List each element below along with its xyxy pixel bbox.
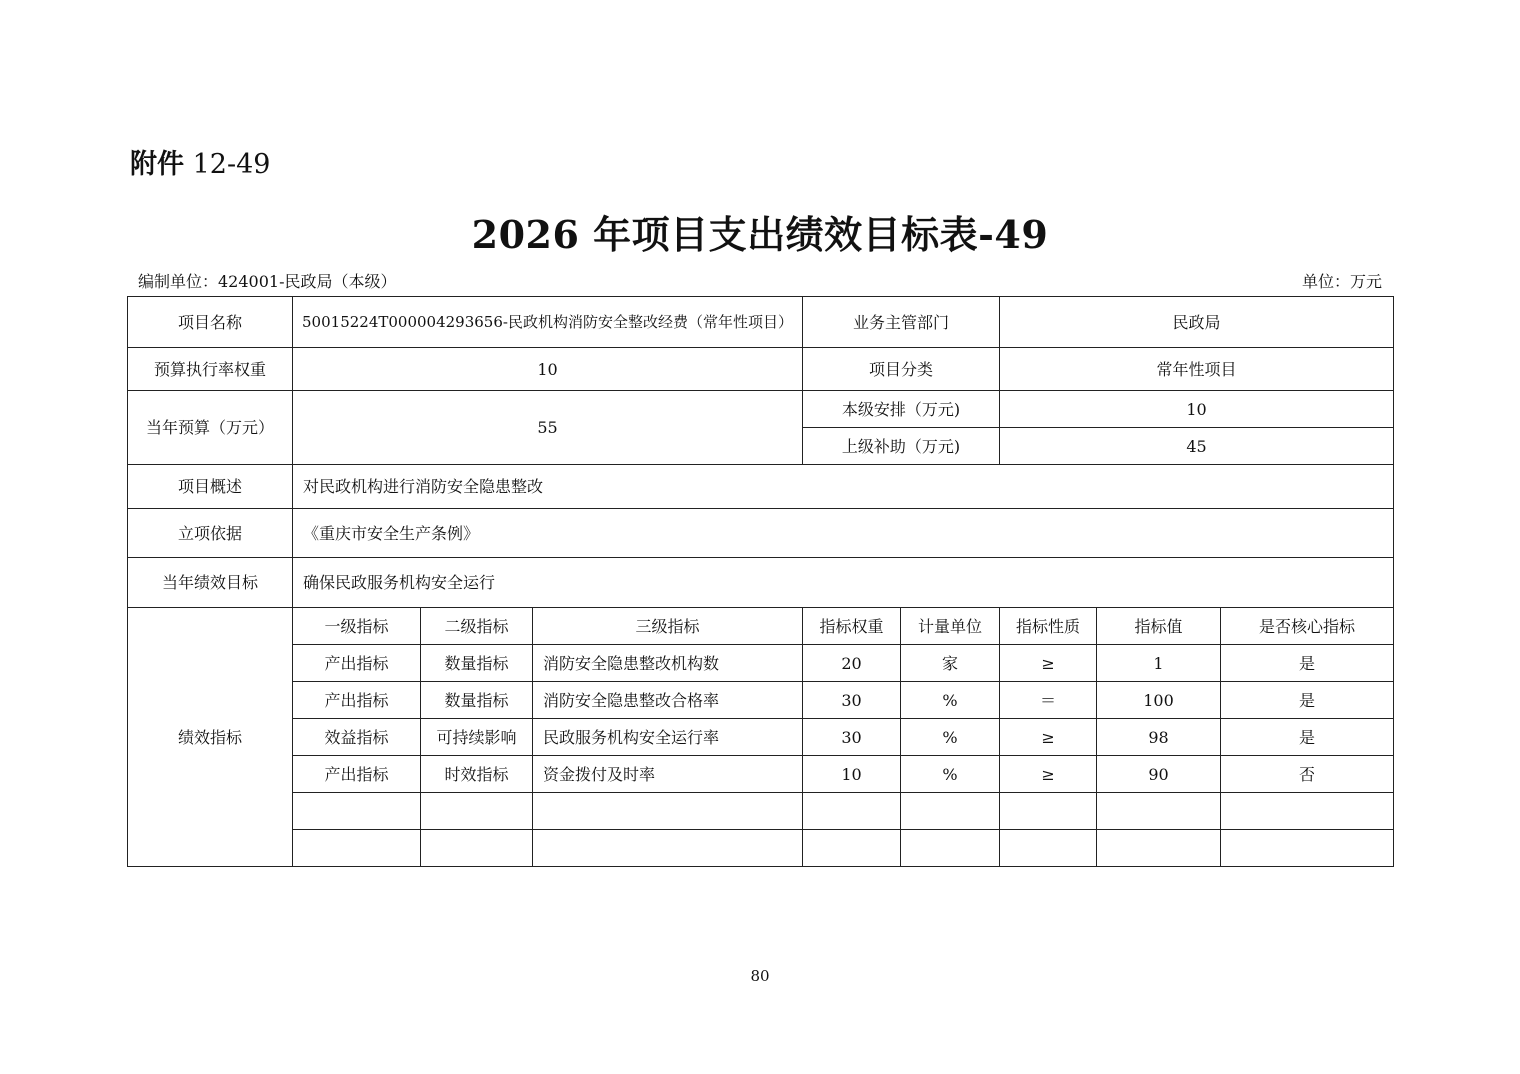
document-title: 2026 年项目支出绩效目标表-49 <box>471 212 1049 257</box>
basis-value: 《重庆市安全生产条例》 <box>293 509 1394 558</box>
attachment-label <box>130 142 270 181</box>
indicator-cell: % <box>901 719 1000 756</box>
indicator-cell: 数量指标 <box>421 645 533 682</box>
indicator-cell <box>1221 793 1394 830</box>
indicator-cell <box>901 830 1000 867</box>
indicator-cell: 可持续影响 <box>421 719 533 756</box>
indicator-cell <box>533 793 803 830</box>
budget-label: 当年预算（万元） <box>128 391 293 465</box>
indicator-cell <box>803 830 901 867</box>
indicator-row <box>128 756 1394 793</box>
indicator-cell: 时效指标 <box>421 756 533 793</box>
indicator-cell <box>421 793 533 830</box>
indicator-cell <box>533 830 803 867</box>
performance-table <box>127 296 1394 867</box>
indicator-cell <box>901 793 1000 830</box>
indicator-cell: 是 <box>1221 645 1394 682</box>
indicator-cell: 否 <box>1221 756 1394 793</box>
indicator-row-empty <box>128 830 1394 867</box>
indicator-cell <box>1221 830 1394 867</box>
indicator-header: 指标权重 <box>803 608 901 645</box>
row-goal <box>128 558 1394 608</box>
budget-value: 55 <box>293 391 803 465</box>
local-value: 10 <box>1000 391 1394 428</box>
indicator-cell: 产出指标 <box>293 645 421 682</box>
indicator-cell: % <box>901 682 1000 719</box>
indicator-cell <box>1097 830 1221 867</box>
org-label: 编制单位：424001-民政局（本级） <box>138 271 397 291</box>
row-budget-local <box>128 391 1394 428</box>
indicator-cell: 数量指标 <box>421 682 533 719</box>
indicator-header: 二级指标 <box>421 608 533 645</box>
exec-weight-value: 10 <box>293 348 803 391</box>
indicator-cell: 98 <box>1097 719 1221 756</box>
indicator-cell: 10 <box>803 756 901 793</box>
indicator-cell <box>421 830 533 867</box>
unit-label: 单位：万元 <box>1301 271 1382 291</box>
indicator-row <box>128 719 1394 756</box>
indicator-cell <box>293 830 421 867</box>
subsidy-label: 上级补助（万元) <box>803 428 1000 465</box>
indicator-cell: 是 <box>1221 682 1394 719</box>
indicator-cell: 效益指标 <box>293 719 421 756</box>
indicator-cell <box>1000 793 1097 830</box>
indicator-cell: ＝ <box>1000 682 1097 719</box>
indicator-header: 一级指标 <box>293 608 421 645</box>
overview-label: 项目概述 <box>128 465 293 509</box>
subsidy-value: 45 <box>1000 428 1394 465</box>
indicators-label: 绩效指标 <box>128 608 293 867</box>
indicator-header: 指标性质 <box>1000 608 1097 645</box>
indicator-cell: 消防安全隐患整改合格率 <box>533 682 803 719</box>
indicator-cell: 民政服务机构安全运行率 <box>533 719 803 756</box>
indicator-cell: 产出指标 <box>293 682 421 719</box>
indicator-row-empty <box>128 793 1394 830</box>
row-basis <box>128 509 1394 558</box>
category-value: 常年性项目 <box>1000 348 1394 391</box>
indicator-cell: % <box>901 756 1000 793</box>
indicator-row <box>128 682 1394 719</box>
indicator-cell: 消防安全隐患整改机构数 <box>533 645 803 682</box>
indicator-header: 三级指标 <box>533 608 803 645</box>
attachment-prefix: 附件 <box>130 149 184 180</box>
indicator-cell: 100 <box>1097 682 1221 719</box>
indicator-cell: 资金拨付及时率 <box>533 756 803 793</box>
row-project-name <box>128 297 1394 348</box>
attachment-number: 12-49 <box>192 149 271 180</box>
indicator-cell: 家 <box>901 645 1000 682</box>
indicator-cell <box>1000 830 1097 867</box>
indicator-header-row <box>128 608 1394 645</box>
indicator-cell: 30 <box>803 682 901 719</box>
basis-label: 立项依据 <box>128 509 293 558</box>
row-exec-weight <box>128 348 1394 391</box>
indicator-row <box>128 645 1394 682</box>
exec-weight-label: 预算执行率权重 <box>128 348 293 391</box>
category-label: 项目分类 <box>803 348 1000 391</box>
page-number: 80 <box>750 967 770 985</box>
indicator-header: 指标值 <box>1097 608 1221 645</box>
project-name-label: 项目名称 <box>128 297 293 348</box>
indicator-cell <box>293 793 421 830</box>
indicator-cell: ≥ <box>1000 645 1097 682</box>
meta-row <box>138 268 1382 292</box>
indicator-cell: 20 <box>803 645 901 682</box>
indicator-cell: ≥ <box>1000 719 1097 756</box>
local-label: 本级安排（万元) <box>803 391 1000 428</box>
goal-label: 当年绩效目标 <box>128 558 293 608</box>
indicator-header: 计量单位 <box>901 608 1000 645</box>
indicator-cell: 是 <box>1221 719 1394 756</box>
project-name-value: 50015224T000004293656-民政机构消防安全整改经费（常年性项目） <box>293 297 803 348</box>
indicator-cell: 1 <box>1097 645 1221 682</box>
dept-label: 业务主管部门 <box>803 297 1000 348</box>
overview-value: 对民政机构进行消防安全隐患整改 <box>293 465 1394 509</box>
indicator-header: 是否核心指标 <box>1221 608 1394 645</box>
indicator-cell: 产出指标 <box>293 756 421 793</box>
row-overview <box>128 465 1394 509</box>
indicator-cell: 90 <box>1097 756 1221 793</box>
indicator-cell <box>1097 793 1221 830</box>
dept-value: 民政局 <box>1000 297 1394 348</box>
goal-value: 确保民政服务机构安全运行 <box>293 558 1394 608</box>
indicator-cell: ≥ <box>1000 756 1097 793</box>
indicator-cell <box>803 793 901 830</box>
indicator-cell: 30 <box>803 719 901 756</box>
